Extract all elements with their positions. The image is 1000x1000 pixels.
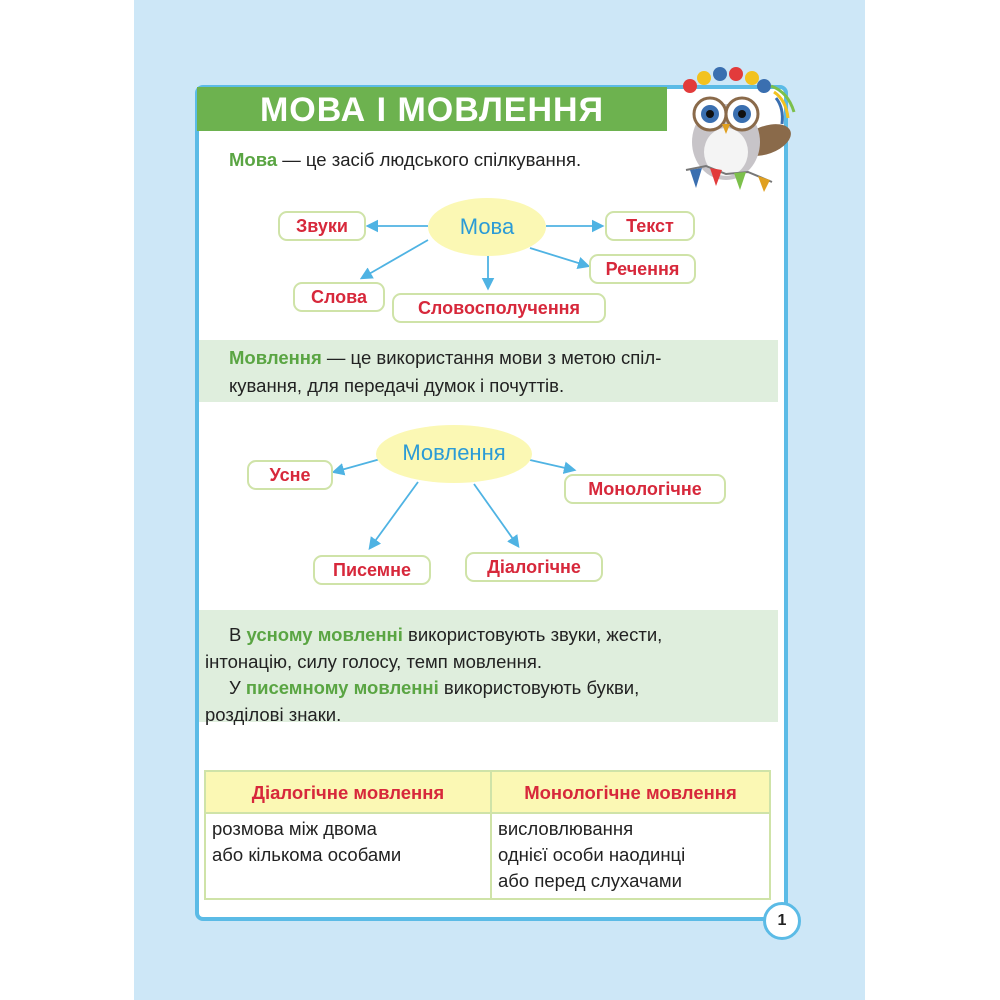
- table-cell-monologue: висловлювання однієї особи наодинці або перед слухачами: [498, 818, 686, 891]
- table-header-monologue: Монологічне мовлення: [492, 772, 769, 812]
- node-usne: Усне: [247, 460, 333, 490]
- node-rechennia: Речення: [589, 254, 696, 284]
- node-slova: Слова: [293, 282, 385, 312]
- node-monolohichne: Монологічне: [564, 474, 726, 504]
- node-pysemne: Писемне: [313, 555, 431, 585]
- comparison-table: [204, 770, 771, 900]
- movlennia-definition: [229, 344, 774, 400]
- movlennia-definition-line2: кування, для передачі думок і почуттів.: [229, 375, 565, 396]
- table-cell-dialogue: розмова між двома або кількома особами: [212, 818, 402, 865]
- oral-speech-term: усному мовленні: [246, 624, 403, 645]
- diagram-movlennia-center: Мовлення: [376, 425, 532, 483]
- page-number: 1: [763, 902, 801, 940]
- written-speech-line2: розділові знаки.: [205, 703, 342, 725]
- node-zvuky: Звуки: [278, 211, 366, 241]
- movlennia-term: Мовлення: [229, 347, 322, 368]
- written-speech-term: писемному мовленні: [245, 677, 439, 698]
- movlennia-definition-line1: — це використання мови з метою спіл-: [321, 347, 662, 368]
- page-title: МОВА І МОВЛЕННЯ: [259, 91, 605, 129]
- speech-types-text: В усному мовленні використовують звуки, жести, інтонацію, силу голосу, темп мовлення. У писемному мовленні використовують букви, розділові знаки.: [205, 622, 775, 728]
- diagram-mova-center: Мова: [428, 198, 546, 256]
- oral-speech-line2: інтонацію, силу голосу, темп мовлення.: [205, 650, 542, 672]
- table-divider-horizontal: [206, 812, 769, 814]
- mova-definition-text: — це засіб людського спілкування.: [277, 149, 582, 170]
- node-dialohichne: Діалогічне: [465, 552, 603, 582]
- node-slovospoluchennia: Словосполучення: [392, 293, 606, 323]
- table-divider-vertical: [490, 772, 492, 898]
- mova-term: Мова: [229, 149, 278, 170]
- node-tekst: Текст: [605, 211, 695, 241]
- table-header-dialogue: Діалогічне мовлення: [206, 772, 490, 812]
